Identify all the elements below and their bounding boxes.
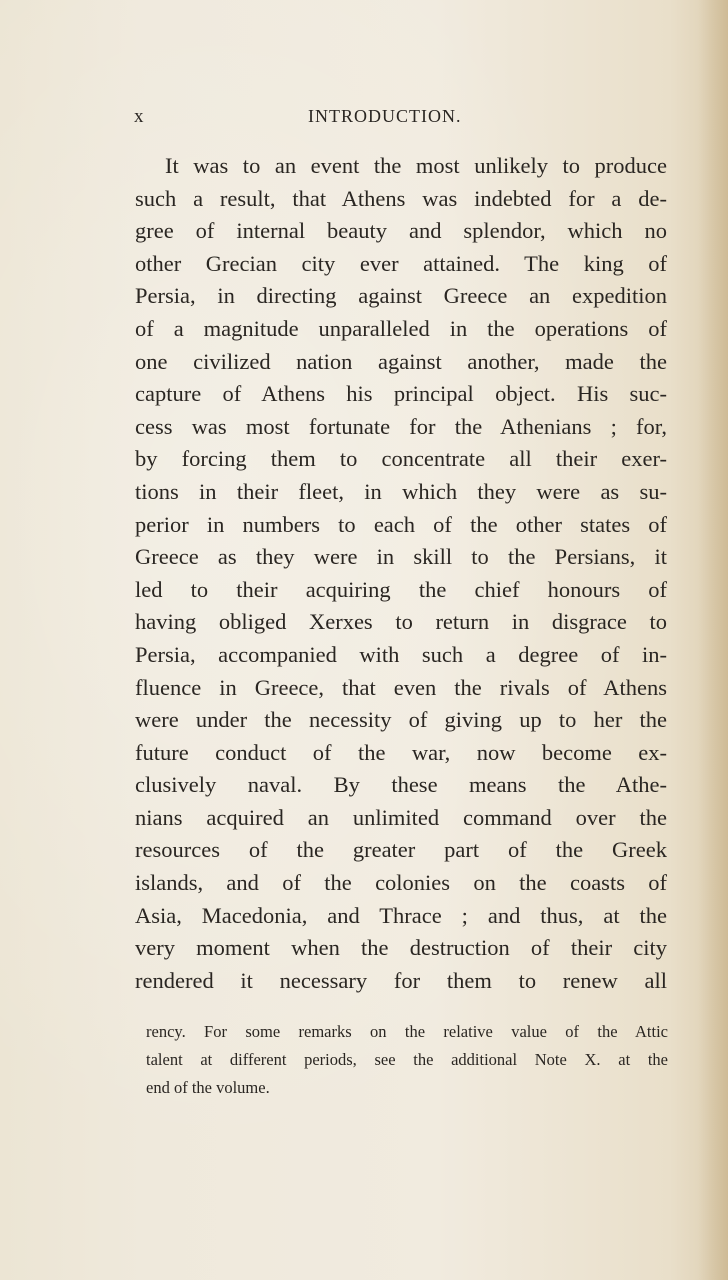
body-line: fluence in Greece, that even the rivals of Athens (135, 674, 667, 700)
body-line: having obliged Xerxes to return in disgrace to (135, 609, 667, 635)
body-line: cess was most fortunate for the Athenians ; for, (135, 413, 667, 439)
body-line: Greece as they were in skill to the Persians, it (135, 544, 667, 570)
body-line: very moment when the destruction of their city (135, 935, 667, 961)
body-line: Persia, in directing against Greece an expedition (135, 283, 667, 309)
running-title: INTRODUCTION. (308, 106, 462, 126)
body-line: Persia, accompanied with such a degree of in- (135, 641, 667, 667)
body-line: other Grecian city ever attained. The king of (135, 250, 667, 276)
footnote-line: talent at different periods, see the additional Note X. at the (146, 1050, 668, 1069)
body-line: of a magnitude unparalleled in the operations of (135, 315, 667, 341)
body-line: clusively naval. By these means the Athe- (135, 772, 667, 798)
body-line: It was to an event the most unlikely to produce (165, 153, 667, 178)
body-line: led to their acquiring the chief honours of (135, 576, 667, 602)
page-number: x (134, 106, 144, 127)
body-line: rendered it necessary for them to renew all (135, 967, 667, 993)
body-line: one civilized nation against another, made the (135, 348, 667, 374)
body-line: such a result, that Athens was indebted for a de- (135, 185, 667, 211)
body-line: nians acquired an unlimited command over the (135, 804, 667, 830)
body-text (135, 150, 667, 997)
body-line: resources of the greater part of the Greek (135, 837, 667, 863)
body-line: future conduct of the war, now become ex- (135, 739, 667, 765)
running-head (134, 106, 654, 130)
body-line: tions in their fleet, in which they were as su- (135, 478, 667, 504)
body-line: Asia, Macedonia, and Thrace ; and thus, at the (135, 902, 667, 928)
footnote-line: end of the volume. (146, 1078, 270, 1097)
body-line: perior in numbers to each of the other states of (135, 511, 667, 537)
footnote (146, 1018, 668, 1102)
body-line: capture of Athens his principal object. His suc- (135, 381, 667, 407)
body-line: were under the necessity of giving up to her the (135, 707, 667, 733)
footnote-line: rency. For some remarks on the relative value of the Attic (146, 1022, 668, 1041)
body-line: gree of internal beauty and splendor, which no (135, 218, 667, 244)
body-line: by forcing them to concentrate all their exer- (135, 446, 667, 472)
body-line: islands, and of the colonies on the coasts of (135, 870, 667, 896)
